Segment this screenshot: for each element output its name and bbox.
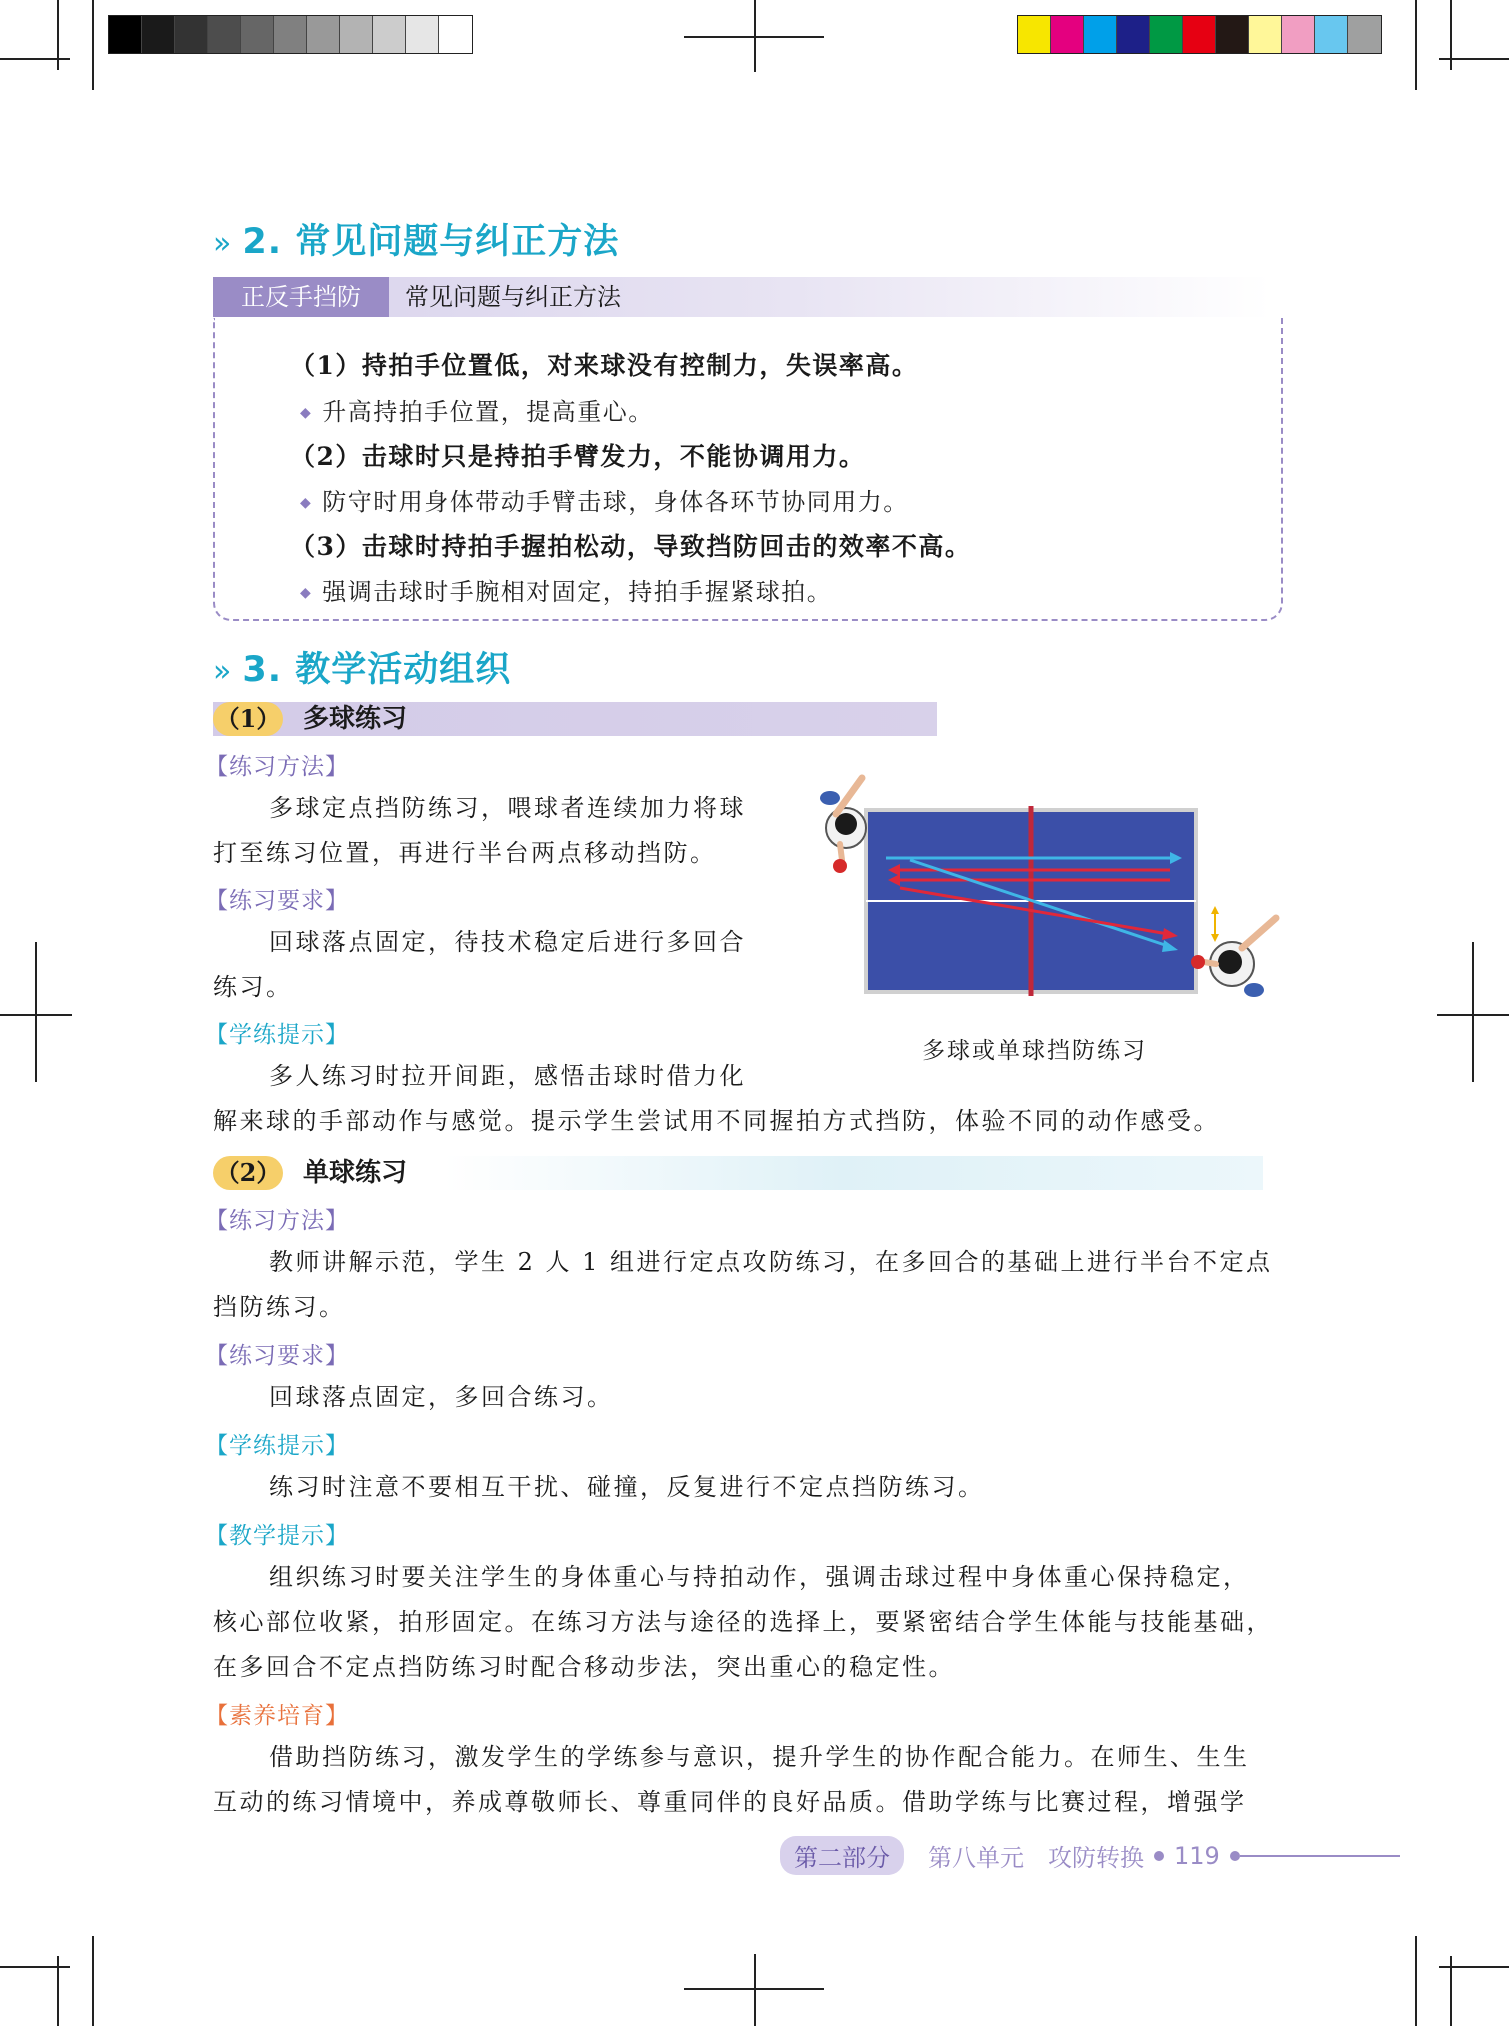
color-calibration-bar [1017,15,1382,54]
part-2-teach-tag: 【教学提示】 [205,1523,349,1549]
part-2-tip-tag: 【学练提示】 [205,1433,349,1459]
calibration-swatch [1282,16,1315,53]
problem-2: （2）击球时只是持拍手臂发力，不能协调用力。 [290,442,866,471]
line [213,1555,1313,1600]
fix-3-text: 强调击球时手腕相对固定，持拍手握紧球拍。 [322,578,833,606]
section-2-title [213,214,619,264]
arrow-head [1211,934,1219,942]
arrow-head [1211,906,1219,914]
part-1-tip-tag: 【学练提示】 [205,1022,349,1048]
calibration-swatch [1117,16,1150,53]
line-text: 回球落点固定，多回合练习。 [269,1383,614,1411]
calibration-swatch [1018,16,1051,53]
banner-tag: 正反手挡防 [213,277,389,317]
fix-1 [300,392,654,427]
crop-mark [57,0,59,70]
part-2-label: 单球练习 [303,1158,408,1188]
calibration-swatch [1348,16,1381,53]
calibration-swatch [1051,16,1084,53]
line-text: 回球落点固定，待技术稳定后进行多回合 [269,928,746,956]
crop-mark [1450,0,1452,70]
part-1-req-tag: 【练习要求】 [205,888,349,914]
line [213,1375,1303,1420]
part-2-tip-text [213,1465,1303,1510]
crop-mark [35,942,37,1082]
player-icon [1191,918,1276,997]
calibration-swatch [406,16,439,53]
part-1-method-tag: 【练习方法】 [205,754,349,780]
crop-mark [1415,1936,1417,2026]
calibration-swatch [109,16,142,53]
footer-unit: 第八单元 [928,1844,1024,1872]
table-tennis-figure [800,758,1290,1014]
footer-part: 第二部分 [780,1836,904,1875]
part-1-method-text [213,786,813,876]
section-3-title-text: 3. 教学活动组织 [242,650,512,690]
part-2-req-text [213,1375,1303,1420]
chevron-icon: » [213,654,233,689]
crop-mark [1415,0,1417,90]
line: 解来球的手部动作与感觉。提示学生尝试用不同握拍方式挡防，体验不同的动作感受。 [213,1107,1220,1135]
calibration-swatch [340,16,373,53]
crop-mark [1472,942,1474,1082]
calibration-swatch [1084,16,1117,53]
part-1-header [213,702,937,736]
calibration-swatch [208,16,241,53]
calibration-swatch [1216,16,1249,53]
fix-3 [300,572,832,607]
page-number: 119 [1174,1841,1220,1870]
calibration-swatch [241,16,274,53]
dot-icon [1154,1851,1164,1861]
section-2-title-text: 2. 常见问题与纠正方法 [242,222,620,262]
part-2-method-tag: 【练习方法】 [205,1208,349,1234]
part-2-method-text [213,1240,1303,1330]
calibration-swatch [373,16,406,53]
line-text: 多人练习时拉开间距，感悟击球时借力化 [269,1062,746,1090]
fix-1-text: 升高持拍手位置，提高重心。 [322,398,654,426]
line [213,786,813,831]
calibration-swatch [1150,16,1183,53]
dot-icon [1230,1851,1240,1861]
crop-mark [0,1966,70,1968]
grayscale-calibration-bar [108,15,473,54]
line [213,1465,1303,1510]
crop-mark [754,1954,756,2026]
part-1-number: （1） [213,702,283,736]
calibration-swatch [1249,16,1282,53]
problems-banner [213,277,1271,317]
crop-mark [92,0,94,90]
calibration-swatch [142,16,175,53]
crop-mark [754,0,756,72]
crop-mark [1450,1956,1452,2026]
crop-mark [57,1956,59,2026]
line: 挡防练习。 [213,1293,346,1321]
calibration-swatch [1183,16,1216,53]
player-icon [820,778,866,873]
crop-mark [92,1936,94,2026]
diamond-icon: ◆ [300,585,313,601]
diamond-icon: ◆ [300,495,313,511]
line-text: 教师讲解示范，学生 2 人 1 组进行定点攻防练习，在多回合的基础上进行半台不定点 [269,1248,1273,1276]
line: 在多回合不定点挡防练习时配合移动步法，突出重心的稳定性。 [213,1653,955,1681]
part-2-req-tag: 【练习要求】 [205,1343,349,1369]
footer-rule [1240,1855,1400,1857]
fix-2 [300,482,909,517]
part-2-quality-text [213,1735,1313,1825]
line-text: 多球定点挡防练习，喂球者连续加力将球 [269,794,746,822]
line [213,1735,1313,1780]
line [213,920,813,965]
chevron-icon: » [213,226,233,261]
line-text: 组织练习时要关注学生的身体重心与持拍动作，强调击球过程中身体重心保持稳定， [269,1563,1250,1591]
calibration-swatch [1315,16,1348,53]
line: 练习。 [213,973,293,1001]
calibration-swatch [307,16,340,53]
crop-mark [0,58,70,60]
line: 互动的练习情境中，养成尊敬师长、尊重同伴的良好品质。借助学练与比赛过程，增强学 [213,1788,1247,1816]
line-text: 借助挡防练习，激发学生的学练参与意识，提升学生的协作配合能力。在师生、生生 [269,1743,1250,1771]
calibration-swatch [175,16,208,53]
part-2-quality-tag: 【素养培育】 [205,1703,349,1729]
calibration-swatch [439,16,472,53]
banner-text: 常见问题与纠正方法 [405,283,621,311]
problem-1: （1）持拍手位置低，对来球没有控制力，失误率高。 [290,351,919,380]
part-2-number: （2） [213,1156,283,1190]
line: 打至练习位置，再进行半台两点移动挡防。 [213,839,717,867]
part-2-teach-text [213,1555,1313,1690]
section-3-title [213,642,511,692]
page-footer [780,1836,1400,1875]
calibration-swatch [274,16,307,53]
part-1-req-text [213,920,813,1010]
line [213,1240,1303,1285]
footer-topic: 攻防转换 [1048,1844,1144,1872]
diamond-icon: ◆ [300,405,313,421]
line-text: 练习时注意不要相互干扰、碰撞，反复进行不定点挡防练习。 [269,1473,985,1501]
part-1-tip-text [213,1054,1293,1144]
line: 核心部位收紧，拍形固定。在练习方法与途径的选择上，要紧密结合学生体能与技能基础， [213,1608,1273,1636]
part-1-label: 多球练习 [303,704,408,734]
problem-3: （3）击球时持拍手握拍松动，导致挡防回击的效率不高。 [290,532,972,561]
figure-caption: 多球或单球挡防练习 [922,1038,1147,1064]
fix-2-text: 防守时用身体带动手臂击球，身体各环节协同用力。 [322,488,909,516]
part-2-header [213,1156,1263,1190]
